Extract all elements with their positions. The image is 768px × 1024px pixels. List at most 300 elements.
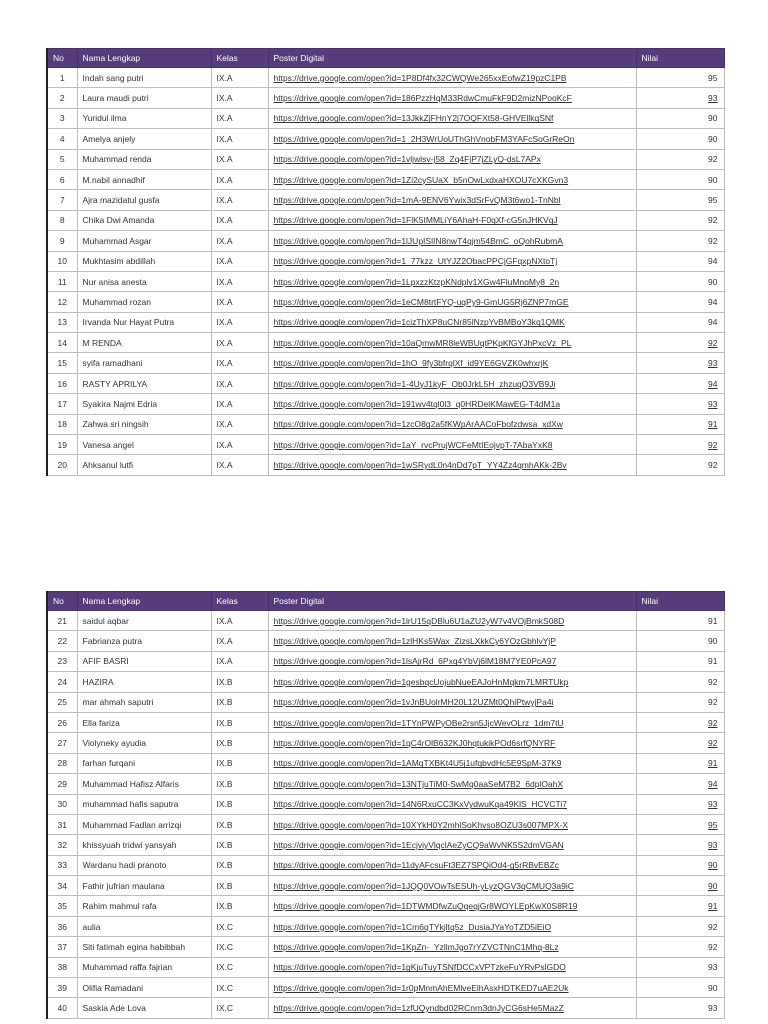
- cell-nama: aulia: [77, 916, 211, 936]
- header-nama: Nama Lengkap: [77, 592, 211, 611]
- poster-link[interactable]: https://drive.google.com/open?id=1eCM8trtFYQ-uqPy9-GmUG5Rj6ZNP7mGE: [273, 296, 569, 307]
- cell-kelas: IX.B: [211, 876, 268, 896]
- cell-no: 13: [47, 312, 77, 332]
- table-body-2: [47, 611, 724, 1019]
- cell-no: 29: [47, 774, 77, 794]
- cell-no: 14: [47, 333, 77, 353]
- table-row: [47, 312, 724, 332]
- header-kelas: Kelas: [211, 592, 268, 611]
- cell-no: 9: [47, 231, 77, 251]
- nilai-value: 92: [708, 460, 718, 471]
- nilai-value: 92: [708, 697, 718, 708]
- cell-nama: Amelya anjely: [77, 129, 211, 149]
- poster-link[interactable]: https://drive.google.com/open?id=1EcjviyVlqclAeZyCQ9aWvNK5S2dmVGAN: [273, 839, 564, 850]
- poster-link[interactable]: https://drive.google.com/open?id=1FlK5IMMLiY6AhaH-F0qXf-cG5nJHKVqJ: [273, 215, 558, 226]
- table-row: [47, 333, 724, 353]
- cell-poster: [268, 957, 636, 977]
- table-body-1: [47, 68, 724, 476]
- cell-nama: Indah sang putri: [77, 68, 211, 88]
- cell-nilai: [636, 814, 724, 834]
- table-row: [47, 108, 724, 128]
- cell-nilai: [636, 978, 724, 998]
- table-row: [47, 855, 724, 875]
- cell-no: 27: [47, 733, 77, 753]
- poster-link[interactable]: https://drive.google.com/open?id=1wSRydL0n4nDd7pT_YY4Zz4qmhAKk-2Bv: [273, 460, 567, 471]
- nilai-value: 93: [708, 839, 718, 850]
- cell-nama: Syakira Najmi Edria: [77, 394, 211, 414]
- cell-kelas: IX.A: [211, 88, 268, 108]
- cell-kelas: IX.A: [211, 108, 268, 128]
- cell-no: 6: [47, 169, 77, 189]
- cell-poster: [268, 129, 636, 149]
- cell-nilai: [636, 169, 724, 189]
- cell-no: 3: [47, 108, 77, 128]
- cell-nilai: [636, 435, 724, 455]
- cell-poster: [268, 774, 636, 794]
- cell-kelas: IX.B: [211, 794, 268, 814]
- cell-poster: [268, 672, 636, 692]
- cell-no: 16: [47, 373, 77, 393]
- poster-link[interactable]: https://drive.google.com/open?id=10aQmwMR8leWBUqtPKpKfGYJhPxcVz_PL: [273, 337, 572, 348]
- cell-nama: Muhammad Asgar: [77, 231, 211, 251]
- cell-kelas: IX.B: [211, 835, 268, 855]
- table-row: [47, 169, 724, 189]
- cell-nama: AFIF BASRI: [77, 651, 211, 671]
- nilai-value: 94: [708, 317, 718, 328]
- cell-poster: [268, 855, 636, 875]
- nilai-value: 91: [708, 901, 718, 912]
- cell-kelas: IX.C: [211, 957, 268, 977]
- cell-nilai: [636, 312, 724, 332]
- nilai-value: 90: [708, 133, 718, 144]
- header-poster: Poster Digital: [268, 592, 636, 611]
- poster-link[interactable]: https://drive.google.com/open?id=1gesbqcUojubNueEAJoHnMqkm7LMRTUkp: [273, 676, 569, 687]
- cell-nama: Olifia Ramadani: [77, 978, 211, 998]
- cell-nama: M.nabil annadhif: [77, 169, 211, 189]
- cell-poster: [268, 271, 636, 291]
- cell-nama: Laura maudi putri: [77, 88, 211, 108]
- nilai-value: 92: [708, 235, 718, 246]
- cell-nama: mar ahmah saputri: [77, 692, 211, 712]
- cell-nama: Ahksanul lutfi: [77, 455, 211, 475]
- cell-kelas: IX.B: [211, 855, 268, 875]
- header-nama: Nama Lengkap: [77, 49, 211, 68]
- cell-nama: Ajra mazidatul gusfa: [77, 190, 211, 210]
- cell-no: 28: [47, 753, 77, 773]
- cell-kelas: IX.A: [211, 414, 268, 434]
- table-row: [47, 68, 724, 88]
- header-nilai: Nilai: [636, 49, 724, 68]
- table-row: [47, 251, 724, 271]
- cell-kelas: IX.A: [211, 231, 268, 251]
- cell-kelas: IX.A: [211, 169, 268, 189]
- cell-kelas: IX.C: [211, 978, 268, 998]
- poster-link[interactable]: https://drive.google.com/open?id=1LpxzzKtzpKNdplv1XGw4FluMnoMy8_2n: [273, 276, 560, 287]
- cell-no: 20: [47, 455, 77, 475]
- table-row: [47, 373, 724, 393]
- poster-link[interactable]: https://drive.google.com/open?id=1lrU15qDBlu6U1aZU2yW7v4VOjBmkS08D: [273, 615, 565, 626]
- cell-poster: [268, 149, 636, 169]
- cell-nama: Irvanda Nur Hayat Putra: [77, 312, 211, 332]
- cell-nilai: [636, 835, 724, 855]
- cell-poster: [268, 611, 636, 631]
- cell-nilai: [636, 414, 724, 434]
- cell-nama: Rahim mahmul rafa: [77, 896, 211, 916]
- poster-link[interactable]: https://drive.google.com/open?id=1KpZn-_YzllmJgo7rYZVCTNnC1Mhq-8Lz: [273, 941, 559, 952]
- poster-link[interactable]: https://drive.google.com/open?id=1r0pMnmAhEMlveElhAsxHDTKED7uAE2Uk: [273, 982, 569, 993]
- cell-nama: RASTY APRILYA: [77, 373, 211, 393]
- cell-kelas: IX.A: [211, 271, 268, 291]
- cell-nilai: [636, 333, 724, 353]
- nilai-value: 92: [708, 676, 718, 687]
- cell-nilai: [636, 108, 724, 128]
- cell-nilai: [636, 231, 724, 251]
- cell-no: 30: [47, 794, 77, 814]
- cell-no: 1: [47, 68, 77, 88]
- cell-poster: [268, 692, 636, 712]
- nilai-value: 93: [708, 799, 718, 810]
- nilai-value: 90: [708, 860, 718, 871]
- cell-poster: [268, 712, 636, 732]
- nilai-value: 93: [708, 93, 718, 104]
- nilai-value: 90: [708, 636, 718, 647]
- cell-no: 22: [47, 631, 77, 651]
- cell-kelas: IX.B: [211, 896, 268, 916]
- nilai-value: 92: [708, 154, 718, 165]
- poster-link[interactable]: https://drive.google.com/open?id=10XYkH0Y2mhlSoKhvso8OZU3s007MPX-X: [273, 819, 569, 830]
- cell-nilai: [636, 251, 724, 271]
- table-row: [47, 231, 724, 251]
- table-row: [47, 88, 724, 108]
- poster-link[interactable]: https://drive.google.com/open?id=11dyAFcsuFt3EZ7SPQiOd4-g5rRBvEBZc: [273, 860, 559, 871]
- cell-no: 4: [47, 129, 77, 149]
- cell-no: 34: [47, 876, 77, 896]
- poster-link[interactable]: https://drive.google.com/open?id=1zlHKs5Wax_ZizsLXkkCy6YOzGbhlvYjP: [273, 636, 556, 647]
- table-row: [47, 129, 724, 149]
- cell-kelas: IX.B: [211, 753, 268, 773]
- cell-poster: [268, 435, 636, 455]
- cell-no: 19: [47, 435, 77, 455]
- nilai-value: 92: [708, 717, 718, 728]
- poster-link[interactable]: https://drive.google.com/open?id=1JQQ0VOwTsESUh-yLyzQGV3qCMUQ3a9iC: [273, 880, 574, 891]
- table-row: [47, 712, 724, 732]
- cell-kelas: IX.A: [211, 312, 268, 332]
- table-row: [47, 998, 724, 1018]
- cell-nilai: [636, 937, 724, 957]
- cell-no: 23: [47, 651, 77, 671]
- table-row: [47, 414, 724, 434]
- cell-poster: [268, 455, 636, 475]
- cell-kelas: IX.A: [211, 292, 268, 312]
- poster-link[interactable]: https://drive.google.com/open?id=1cizThXP8uCNr85lNzpYvBMBoY3kq1QMK: [273, 317, 565, 328]
- cell-no: 37: [47, 937, 77, 957]
- poster-link[interactable]: https://drive.google.com/open?id=14N6RxuCC3KxVydwuKqa49KlS_HCVCTi7: [273, 799, 567, 810]
- cell-nama: Vanesa angel: [77, 435, 211, 455]
- student-table-2: [46, 591, 725, 1019]
- poster-link[interactable]: https://drive.google.com/open?id=1lJUpISlIN8nwT4qjm54BmC_oQohRubmA: [273, 235, 563, 246]
- cell-kelas: IX.A: [211, 149, 268, 169]
- table-row: [47, 455, 724, 475]
- cell-kelas: IX.A: [211, 435, 268, 455]
- cell-nama: Fabrianza putra: [77, 631, 211, 651]
- cell-poster: [268, 353, 636, 373]
- cell-poster: [268, 651, 636, 671]
- cell-nilai: [636, 190, 724, 210]
- table-row: [47, 435, 724, 455]
- cell-no: 2: [47, 88, 77, 108]
- cell-nilai: [636, 998, 724, 1018]
- cell-nilai: [636, 753, 724, 773]
- cell-poster: [268, 835, 636, 855]
- table-row: [47, 978, 724, 998]
- table-row: [47, 631, 724, 651]
- cell-poster: [268, 814, 636, 834]
- cell-poster: [268, 753, 636, 773]
- nilai-value: 92: [708, 337, 718, 348]
- nilai-value: 90: [708, 880, 718, 891]
- cell-poster: [268, 68, 636, 88]
- cell-no: 15: [47, 353, 77, 373]
- cell-poster: [268, 631, 636, 651]
- table-row: [47, 651, 724, 671]
- cell-no: 40: [47, 998, 77, 1018]
- cell-poster: [268, 312, 636, 332]
- table-row: [47, 292, 724, 312]
- cell-no: 39: [47, 978, 77, 998]
- cell-kelas: IX.B: [211, 814, 268, 834]
- nilai-value: 94: [708, 296, 718, 307]
- cell-poster: [268, 373, 636, 393]
- cell-no: 5: [47, 149, 77, 169]
- poster-link[interactable]: https://drive.google.com/open?id=1P8Df4fx32CWQWe265xxEofwZ19pzC1PB: [273, 72, 567, 83]
- nilai-value: 91: [708, 656, 718, 667]
- poster-link[interactable]: https://drive.google.com/open?id=186PzzHqM33RdwCmuFkF9D2mizNPooKcF: [273, 93, 572, 104]
- nilai-value: 90: [708, 113, 718, 124]
- poster-link[interactable]: https://drive.google.com/open?id=1_2H3WrUoUThGhVnobFM3YAFcSoGrReOn: [273, 133, 575, 144]
- cell-nilai: [636, 794, 724, 814]
- nilai-value: 91: [708, 758, 718, 769]
- nilai-value: 93: [708, 962, 718, 973]
- poster-link[interactable]: https://drive.google.com/open?id=1vljwlsv-j58_Zq4FjP7jZLyQ-dsL7APx: [273, 154, 541, 165]
- poster-link[interactable]: https://drive.google.com/open?id=13NTjuTiM0-SwMq0aaSeM7B2_6dplOahX: [273, 778, 564, 789]
- nilai-value: 94: [708, 256, 718, 267]
- cell-nama: Ella fariza: [77, 712, 211, 732]
- cell-nilai: [636, 373, 724, 393]
- table-row: [47, 876, 724, 896]
- cell-kelas: IX.C: [211, 916, 268, 936]
- cell-nilai: [636, 292, 724, 312]
- cell-nama: Muhammad renda: [77, 149, 211, 169]
- nilai-value: 95: [708, 72, 718, 83]
- nilai-value: 93: [708, 1003, 718, 1014]
- cell-no: 36: [47, 916, 77, 936]
- cell-poster: [268, 88, 636, 108]
- nilai-value: 92: [708, 738, 718, 749]
- cell-kelas: IX.A: [211, 373, 268, 393]
- table-header-row: [47, 49, 724, 68]
- cell-nilai: [636, 611, 724, 631]
- table-row: [47, 937, 724, 957]
- cell-nama: Fathir jufrian maulana: [77, 876, 211, 896]
- nilai-value: 90: [708, 276, 718, 287]
- cell-poster: [268, 414, 636, 434]
- cell-poster: [268, 333, 636, 353]
- cell-poster: [268, 108, 636, 128]
- student-table-1: [46, 48, 725, 476]
- table-row: [47, 692, 724, 712]
- table-row: [47, 753, 724, 773]
- cell-poster: [268, 876, 636, 896]
- cell-nilai: [636, 353, 724, 373]
- cell-nilai: [636, 957, 724, 977]
- poster-link[interactable]: https://drive.google.com/open?id=13JkkZjFHnY2j7OQFXt58-GHVEllkqSNf: [273, 113, 554, 124]
- cell-nama: saidul aqbar: [77, 611, 211, 631]
- cell-poster: [268, 169, 636, 189]
- nilai-value: 90: [708, 982, 718, 993]
- cell-kelas: IX.C: [211, 937, 268, 957]
- cell-nama: HAZIRA: [77, 672, 211, 692]
- nilai-value: 90: [708, 174, 718, 185]
- nilai-value: 91: [708, 419, 718, 430]
- cell-no: 25: [47, 692, 77, 712]
- poster-link[interactable]: https://drive.google.com/open?id=1lsAjrRd_6Pxq4YbVj6lM18M7YE0PcA97: [273, 656, 557, 667]
- poster-link[interactable]: https://drive.google.com/open?id=1Cm6qTYkjltq5z_DusiaJYaYoTZD5iEiO: [273, 921, 552, 932]
- poster-link[interactable]: https://drive.google.com/open?id=1gKjuTuyTSNfDCCxVPTzkeFuYRvPslGDO: [273, 962, 566, 973]
- cell-kelas: IX.C: [211, 998, 268, 1018]
- cell-kelas: IX.A: [211, 631, 268, 651]
- nilai-value: 91: [708, 615, 718, 626]
- poster-link[interactable]: https://drive.google.com/open?id=1zfUQyndbd02RCnrn3dnJyCG6sHe5MazZ: [273, 1003, 564, 1014]
- cell-kelas: IX.A: [211, 210, 268, 230]
- cell-nilai: [636, 916, 724, 936]
- table-row: [47, 210, 724, 230]
- table-row: [47, 916, 724, 936]
- cell-kelas: IX.A: [211, 611, 268, 631]
- cell-nilai: [636, 774, 724, 794]
- poster-link[interactable]: https://drive.google.com/open?id=191wv4tql0l3_q0HRDelKMawEG-T4dM1a: [273, 398, 561, 409]
- poster-link[interactable]: https://drive.google.com/open?id=1mA-9ENV6Ywix3dSrFvQM3t6wo1-TnNbl: [273, 195, 561, 206]
- cell-kelas: IX.A: [211, 129, 268, 149]
- poster-link[interactable]: https://drive.google.com/open?id=1zcO8g2a5fKWpArAACoFbofzdwsa_xdXw: [273, 419, 563, 430]
- poster-link[interactable]: https://drive.google.com/open?id=1-4UyJ1kyF_Ob0JrkL5H_zhzuqO3VB9Ji: [273, 378, 556, 389]
- nilai-value: 94: [708, 378, 718, 389]
- cell-no: 26: [47, 712, 77, 732]
- nilai-value: 92: [708, 439, 718, 450]
- table-row: [47, 149, 724, 169]
- cell-kelas: IX.A: [211, 251, 268, 271]
- poster-link[interactable]: https://drive.google.com/open?id=1aY_rvcPrujWCFeMtIEojvpT-7AbaYxK8: [273, 439, 553, 450]
- cell-poster: [268, 394, 636, 414]
- cell-poster: [268, 916, 636, 936]
- cell-kelas: IX.B: [211, 712, 268, 732]
- poster-link[interactable]: https://drive.google.com/open?id=1Zi2cySUaX_b5nOwLxdxaHXOU7cXKGvn3: [273, 174, 569, 185]
- table-row: [47, 394, 724, 414]
- cell-no: 38: [47, 957, 77, 977]
- nilai-value: 94: [708, 778, 718, 789]
- poster-link[interactable]: https://drive.google.com/open?id=1hO_9fy3bfrqlXf_id9YE6GVZK0whxrjK: [273, 358, 549, 369]
- cell-nilai: [636, 733, 724, 753]
- table-row: [47, 774, 724, 794]
- cell-nilai: [636, 88, 724, 108]
- cell-nama: muhammad hafis saputra: [77, 794, 211, 814]
- cell-poster: [268, 733, 636, 753]
- cell-no: 32: [47, 835, 77, 855]
- table-row: [47, 794, 724, 814]
- cell-nilai: [636, 455, 724, 475]
- cell-nama: Chika Dwi Amanda: [77, 210, 211, 230]
- cell-nilai: [636, 68, 724, 88]
- cell-nama: M RENDA: [77, 333, 211, 353]
- cell-kelas: IX.A: [211, 394, 268, 414]
- cell-no: 11: [47, 271, 77, 291]
- table-row: [47, 835, 724, 855]
- nilai-value: 92: [708, 215, 718, 226]
- table-row: [47, 733, 724, 753]
- poster-link[interactable]: https://drive.google.com/open?id=1AMqTXBKt4U5j1ufqbvdHc5E9SpM-37K9: [273, 758, 562, 769]
- cell-nilai: [636, 651, 724, 671]
- cell-kelas: IX.B: [211, 672, 268, 692]
- cell-no: 31: [47, 814, 77, 834]
- nilai-value: 92: [708, 921, 718, 932]
- table-row: [47, 896, 724, 916]
- table-row: [47, 672, 724, 692]
- table-row: [47, 190, 724, 210]
- cell-nilai: [636, 631, 724, 651]
- cell-poster: [268, 292, 636, 312]
- cell-nama: Saskia Ade Lova: [77, 998, 211, 1018]
- cell-no: 35: [47, 896, 77, 916]
- poster-link[interactable]: https://drive.google.com/open?id=1TYnPWPyOBe2rsn5JjcWevOLrz_1dm7tU: [273, 717, 564, 728]
- cell-nilai: [636, 896, 724, 916]
- cell-nilai: [636, 672, 724, 692]
- cell-nama: Muhammad Fadlan arrizqi: [77, 814, 211, 834]
- poster-link[interactable]: https://drive.google.com/open?id=1_77kzz_UtYJZ2ObacPPCjGFqxpNXtoTj: [273, 256, 558, 267]
- cell-kelas: IX.B: [211, 774, 268, 794]
- header-kelas: Kelas: [211, 49, 268, 68]
- table-row: [47, 814, 724, 834]
- table-row: [47, 271, 724, 291]
- cell-nilai: [636, 692, 724, 712]
- cell-nama: Violyneky ayudia: [77, 733, 211, 753]
- cell-nilai: [636, 210, 724, 230]
- cell-no: 12: [47, 292, 77, 312]
- cell-nama: Wardanu hadi pranoto: [77, 855, 211, 875]
- cell-nama: Muhammad Hafisz Alfaris: [77, 774, 211, 794]
- header-no: No: [47, 49, 77, 68]
- cell-nama: khissyuah tridwi yansyah: [77, 835, 211, 855]
- cell-no: 33: [47, 855, 77, 875]
- poster-link[interactable]: https://drive.google.com/open?id=1DTWMDfwZuQqeqjGr8WOYLEpKwX0S8R19: [273, 901, 578, 912]
- cell-nama: Muhammad rozan: [77, 292, 211, 312]
- cell-nama: Muhammad raffa fajrian: [77, 957, 211, 977]
- cell-poster: [268, 190, 636, 210]
- cell-kelas: IX.A: [211, 333, 268, 353]
- table-row: [47, 957, 724, 977]
- cell-poster: [268, 998, 636, 1018]
- cell-kelas: IX.A: [211, 455, 268, 475]
- cell-kelas: IX.A: [211, 190, 268, 210]
- poster-link[interactable]: https://drive.google.com/open?id=1qC4rOlB632KJ0hqtukikPOd6srfQNYRF: [273, 738, 556, 749]
- nilai-value: 95: [708, 195, 718, 206]
- cell-no: 10: [47, 251, 77, 271]
- poster-link[interactable]: https://drive.google.com/open?id=1vJnBUolrMH20L12UZMt0QhiPtwyjPa4i: [273, 697, 554, 708]
- cell-nilai: [636, 394, 724, 414]
- cell-poster: [268, 210, 636, 230]
- nilai-value: 93: [708, 358, 718, 369]
- cell-no: 17: [47, 394, 77, 414]
- cell-nama: farhan furqani: [77, 753, 211, 773]
- nilai-value: 92: [708, 941, 718, 952]
